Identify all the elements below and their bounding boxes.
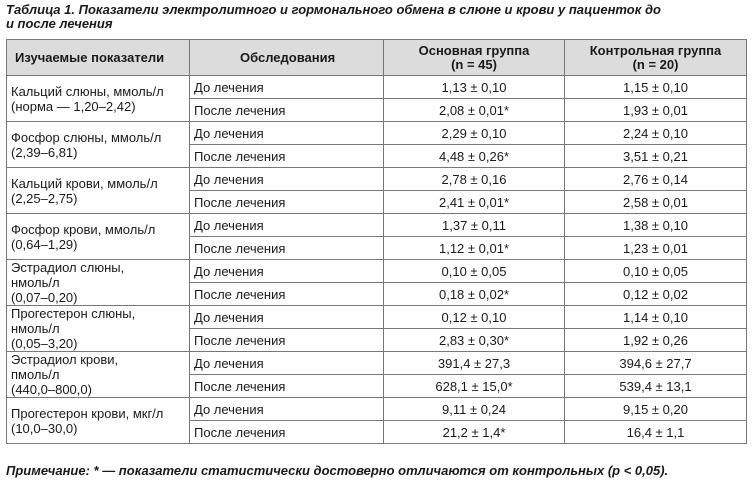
table-note: Примечание: * — показатели статистически достоверно отличаются от контрольных (p < 0,05). (6, 463, 669, 478)
indicator-cell: Прогестерон слюны, нмоль/л (0,05–3,20) (7, 306, 190, 352)
main-group-cell: 9,11 ± 0,24 (384, 398, 565, 421)
indicator-cell: Кальций крови, ммоль/л (2,25–2,75) (7, 168, 190, 214)
control-group-cell: 1,93 ± 0,01 (565, 99, 747, 122)
table-row (7, 214, 747, 237)
exam-cell: После лечения (190, 283, 384, 306)
exam-cell: До лечения (190, 168, 384, 191)
header-main-group-label: Основная группа (418, 42, 530, 58)
main-group-cell: 2,83 ± 0,30* (384, 329, 565, 352)
main-group-cell: 4,48 ± 0,26* (384, 145, 565, 168)
control-group-cell: 1,23 ± 0,01 (565, 237, 747, 260)
indicator-cell: Кальций слюны, ммоль/л (норма — 1,20–2,42) (7, 76, 190, 122)
header-control-group-n: (n = 20) (632, 56, 679, 72)
exam-cell: После лечения (190, 191, 384, 214)
exam-cell: До лечения (190, 214, 384, 237)
table-caption (6, 3, 746, 31)
indicator-cell: Эстрадиол слюны, нмоль/л (0,07–0,20) (7, 260, 190, 306)
table-row (7, 168, 747, 191)
header-main-group-n: (n = 45) (451, 56, 497, 72)
table-header-row (7, 40, 747, 76)
control-group-cell: 9,15 ± 0,20 (565, 398, 747, 421)
table-row (7, 76, 747, 99)
control-group-cell: 2,24 ± 0,10 (565, 122, 747, 145)
header-control-group (565, 40, 747, 76)
indicator-cell: Эстрадиол крови, пмоль/л (440,0–800,0) (7, 352, 190, 398)
exam-cell: После лечения (190, 329, 384, 352)
control-group-cell: 0,12 ± 0,02 (565, 283, 747, 306)
main-group-cell: 0,18 ± 0,02* (384, 283, 565, 306)
control-group-cell: 1,15 ± 0,10 (565, 76, 747, 99)
exam-cell: После лечения (190, 99, 384, 122)
table-row (7, 398, 747, 421)
control-group-cell: 1,92 ± 0,26 (565, 329, 747, 352)
indicator-cell: Фосфор слюны, ммоль/л (2,39–6,81) (7, 122, 190, 168)
control-group-cell: 2,76 ± 0,14 (565, 168, 747, 191)
header-main-group (384, 40, 565, 76)
main-group-cell: 628,1 ± 15,0* (384, 375, 565, 398)
control-group-cell: 0,10 ± 0,05 (565, 260, 747, 283)
main-group-cell: 0,12 ± 0,10 (384, 306, 565, 329)
control-group-cell: 394,6 ± 27,7 (565, 352, 747, 375)
results-table (6, 39, 747, 444)
control-group-cell: 3,51 ± 0,21 (565, 145, 747, 168)
exam-cell: После лечения (190, 237, 384, 260)
table-row (7, 352, 747, 375)
exam-cell: До лечения (190, 398, 384, 421)
caption-line-1: Таблица 1. Показатели электролитного и гормонального обмена в слюне и крови у пациенток до (6, 2, 661, 17)
exam-cell: После лечения (190, 421, 384, 444)
main-group-cell: 0,10 ± 0,05 (384, 260, 565, 283)
main-group-cell: 2,29 ± 0,10 (384, 122, 565, 145)
control-group-cell: 1,38 ± 0,10 (565, 214, 747, 237)
exam-cell: До лечения (190, 122, 384, 145)
main-group-cell: 391,4 ± 27,3 (384, 352, 565, 375)
indicator-cell: Фосфор крови, ммоль/л (0,64–1,29) (7, 214, 190, 260)
caption-line-2: и после лечения (6, 16, 113, 31)
main-group-cell: 2,08 ± 0,01* (384, 99, 565, 122)
table-body (7, 76, 747, 444)
exam-cell: До лечения (190, 76, 384, 99)
exam-cell: После лечения (190, 375, 384, 398)
indicator-cell: Прогестерон крови, мкг/л (10,0–30,0) (7, 398, 190, 444)
exam-cell: До лечения (190, 260, 384, 283)
main-group-cell: 21,2 ± 1,4* (384, 421, 565, 444)
control-group-cell: 2,58 ± 0,01 (565, 191, 747, 214)
main-group-cell: 2,41 ± 0,01* (384, 191, 565, 214)
table-row (7, 260, 747, 283)
main-group-cell: 2,78 ± 0,16 (384, 168, 565, 191)
main-group-cell: 1,37 ± 0,11 (384, 214, 565, 237)
main-group-cell: 1,12 ± 0,01* (384, 237, 565, 260)
control-group-cell: 539,4 ± 13,1 (565, 375, 747, 398)
table-row (7, 306, 747, 329)
control-group-cell: 1,14 ± 0,10 (565, 306, 747, 329)
exam-cell: После лечения (190, 145, 384, 168)
control-group-cell: 16,4 ± 1,1 (565, 421, 747, 444)
header-control-group-label: Контрольная группа (589, 42, 722, 58)
table-row (7, 122, 747, 145)
exam-cell: До лечения (190, 306, 384, 329)
header-indicator: Изучаемые показатели (7, 40, 190, 76)
main-group-cell: 1,13 ± 0,10 (384, 76, 565, 99)
header-exam: Обследования (190, 40, 384, 76)
exam-cell: До лечения (190, 352, 384, 375)
